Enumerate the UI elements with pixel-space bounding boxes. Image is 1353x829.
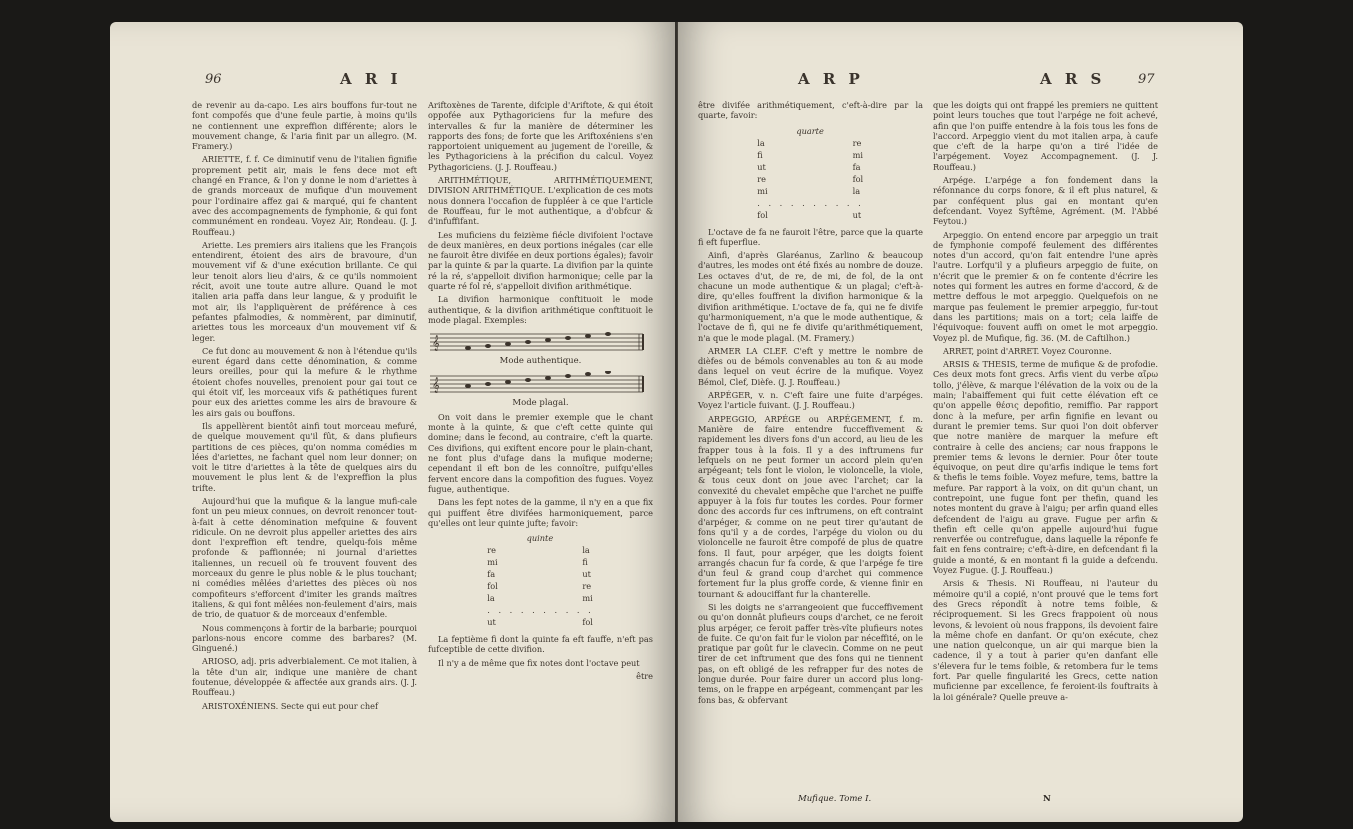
gathering-mark: N [1043, 794, 1051, 804]
music-caption: Mode plagal. [512, 397, 569, 408]
paragraph: Les muficiens du feizième fiécle divifoient l'octave de deux manières, en deux portions inégales (car elle ne fauroit être divifée en deux portions égales); favoir par la quinte & par la quarte. La divifion par la quinte ré la ré, s'appelloit divifion harmonique; celle par la quarte ré fol ré, s'appelloit divifion arithmétique. [428, 229, 653, 292]
paragraph: On voit dans le premier exemple que le chant monte à la quinte, & que c'eft cette quinte qui domine; dans le fecond, au contraire, c'eft la quarte. Ces divifions, qui exiftent encore pour le plain-chant, ne font plus d'ufage dans la mufique moderne; cependant il eft bon de les connoître, puifqu'elles fervent encore dans la compofition des fugues. Voyez fugue, authentique. [428, 411, 653, 494]
table-row: mi la [757, 185, 861, 196]
entry-aristoxeniens: ARISTOXÉNIENS. Secte qui eut pour chef [202, 700, 379, 711]
table-row: fi mi [757, 149, 863, 160]
right-page [678, 22, 1243, 822]
paragraph: La divifion harmonique conftituoit le mode authentique, & la divifion arithmétique conftituoit le mode plagal. Exemples: [428, 294, 653, 325]
page-number: 96 [205, 72, 222, 87]
paragraph: de revenir au da-capo. Les airs bouffons fur-tout ne font compofés que d'une feule partie, à moins qu'ils ne contiennent une expreffion différente; alors le mouvement change, & l'aria finit par un allegro. (M. Framery.) [192, 100, 417, 152]
paragraph: Arpége. L'arpége a fon fondement dans la réfonnance du corps fonore, & il eft plus naturel, & par conféquent plus gai en montant qu'en defcendant. Voyez Syftême, Agrément. (M. l'Abbé Feytou.) [933, 175, 1158, 227]
table-row: la re [757, 137, 862, 148]
paragraph: Arsis & Thesis. Ni Rouffeau, ni l'auteur du mémoire qu'il a copié, n'ont prouvé que le tems fort des Grecs répondît à notre tems foible, & réciproquement. Si les Grecs frappoient où nous levons, & levoient où nous frappons, ils devoient faire la même chofe en danfant. Or qu'on exécute, chez une nation quelconque, un air qui marque bien la cadence, il y a tout à parier qu'en danfant elle s'élevera fur le tems foible, & retombera fur le tems fort. Par quelle fingularité les Grecs, cette nation muficienne par excellence, fe feroient-ils fouftraits à la loi générale? Quelle preuve a- [933, 578, 1158, 702]
table-row: la mi [487, 593, 593, 604]
running-head: A R P [798, 70, 864, 88]
left-column-1 [192, 100, 417, 714]
right-column-2 [933, 100, 1158, 705]
paragraph: L'octave de fa ne fauroit l'être, parce que la quarte fi eft fuperflue. [698, 226, 923, 247]
table-row: ut fol [487, 617, 593, 628]
running-head: A R I [340, 70, 402, 88]
table-row: ut fa [757, 161, 861, 172]
paragraph: Ariette. Les premiers airs italiens que les François entendirent, étoient des airs de bravoure, d'un mouvement vif & d'une exécution brillante. Ce qui leur tenoit alors lieu d'airs, & ce qu'ils nommoient récit, avoit une toute autre allure. Quand le mot italien aria paffa dans leur langue, & y produifit le mot air, ils l'appliquèrent de préférence à ces pefantes pfalmodies, & nommèrent, par diminutif, ariettes tous les morceaux d'un mouvement vif & leger. [192, 239, 417, 343]
paragraph: Ariftoxènes de Tarente, difciple d'Ariftote, & qui étoit oppofée aux Pythagoriciens fur la mefure des intervalles & fur la manière de déterminer les rapports des fons; de forte que les Ariftoxéniens s'en rapportoient uniquement au jugement de l'oreille, & les Pythagoriciens à la précifion du calcul. Voyez Pythagoriciens. (J. J. Rouffeau.) [428, 100, 653, 172]
table-row: fol re [487, 581, 592, 592]
music-staff-plagal [428, 371, 653, 408]
entry-ariette: ARIETTE, f. f. Ce diminutif venu de l'italien fignifie proprement petit air, mais le fens dece mot eft changé en France, & l'on y donne le nom d'ariettes à de grands morceaux de mufique d'un mouvement pour l'ordinaire affez gai & marqué, qui fe chantent avec des accompagnements de fymphonie, & qui font communément en rondeau. Voyez Air, Rondeau. (J. J. Rouffeau.) [192, 154, 417, 237]
running-head: A R S [1040, 70, 1106, 88]
left-page [110, 22, 675, 822]
music-staff-authentic [428, 329, 653, 366]
entry-arsis-thesis: ARSIS & THESIS, terme de mufique & de profodie. Ces deux mots font grecs. Arfis vient du verbe αἴρω tollo, j'élève, & marque l'élévation de la voix ou de la main; l'abaiffement qui fuit cette élévation eft ce qu'on appelle θέσις depofitio, remiffio. Par rapport donc à la mefure, per arfin fignifie en levant ou durant le premier tems. Sur quoi l'on doit obferver que notre manière de marquer la mefure eft contraire à celle des anciens; car nous frappons le premier tems & levons le dernier. Pour ôter toute équivoque, on peut dire qu'arfis indique le tems fort & thefis le tems foible. Voyez mefure, tems, battre la mefure. Par rapport à la voix, on dit qu'un chant, un contrepoint, une fugue font per thefin, quand les notes montent du grave à l'aigu; per arfin quand elles defcendent de l'aigu au grave. Fugue per arfin & thefin eft celle qu'on appelle aujourd'hui fugue renverfée ou contrefugue, dans laquelle la réponfe fe fait en fens contraire; c'eft-à-dire, en defcendant fi la guide a monté, & en montant fi la guide a defcendu. Voyez Fugue. (J. J. Rouffeau.) [933, 359, 1158, 576]
paragraph: La feptième fi dont la quinte fa eft fauffe, n'eft pas fufceptible de cette divifion. [428, 634, 653, 655]
entry-arpeggio: ARPEGGIO, ARPÉGE ou ARPÉGEMENT, f. m. Manière de faire entendre fucceffivement & rapidement les divers fons d'un accord, au lieu de les frapper tous à la fois. Il y a des inftrumens fur lefquels on ne peut former un accord plein qu'en arpégeant; tels font le violon, le violoncelle, la viole, & tous ceux dont on joue avec l'archet; car la convexité du chevalet empêche que l'archet ne puiffe appuyer à la fois fur toutes les cordes. Pour former donc des accords fur ces inftrumens, on eft contraint d'arpéger, & comme on ne peut tirer qu'autant de fons qu'il y a de cordes, l'arpége du violon ou du violoncelle ne fauroit être compofé de plus de quatre fons. Il faut, pour arpéger, que les doigts foient arrangés chacun fur fa corde, & que l'arpége fe tire d'un feul & grand coup d'archet qui commence fortement fur la plus groffe corde, & vienne finir en tournant & adouciffant fur la chanterelle. [698, 413, 923, 599]
paragraph: Si les doigts ne s'arrangeoient que fucceffivement ou qu'on donnât plufieurs coups d'archet, ce ne feroit plus arpéger, ce feroit paffer très-vîte plufieurs notes de fuite. Ce qu'on fait fur le violon par néceffité, on le pratique par goût fur le clavecin. Comme on ne peut tirer de cet inftrument que des fons qui ne tiennent pas, on eft obligé de les refrapper fur des notes de longue durée. Pour faire durer un accord plus long-tems, on le frappe en arpégeant, commençant par les fons bas, & obfervant [698, 601, 923, 705]
page-number: 97 [1138, 72, 1155, 87]
table-row: fol ut [757, 209, 862, 220]
table-header: quinte [526, 533, 554, 544]
paragraph: Il n'y a de même que fix notes dont l'octave peut [438, 657, 640, 668]
right-column-1 [698, 100, 923, 708]
entry-arpeger: ARPÉGER, v. n. C'eft faire une fuite d'arpéges. Voyez l'article fuivant. (J. J. Rouffeau.) [698, 390, 923, 411]
paragraph: Ils appellèrent bientôt ainfi tout morceau mefuré, de quelque mouvement qu'il fût, & dans plufieurs partitions de ces pièces, qu'on nomma comédies m lées d'ariettes, ne fachant quel nom leur donner; on voit le titre d'ariettes à la tête de quelques airs du mouvement le plus lent & de l'expreffion la plus trifte. [192, 420, 417, 493]
paragraph: être divifée arithmétiquement, c'eft-à-dire par la quarte, favoir: [698, 100, 923, 121]
entry-arioso: ARIOSO, adj. pris adverbialement. Ce mot italien, à la tête d'un air, indique une manière de chant foutenue, développée & affectée aux grands airs. (J. J. Rouffeau.) [192, 656, 417, 698]
footer-signature: Mufique. Tome I. [798, 794, 872, 804]
entry-armer-la-clef: ARMER LA CLEF. C'eft y mettre le nombre de dièfes ou de bémols convenables au ton & au mode dans lequel on veut écrire de la mufique. Voyez Bémol, Clef, Dièfe. (J. J. Rouffeau.) [698, 345, 923, 387]
catchword: être [636, 670, 653, 681]
music-caption: Mode authentique. [499, 356, 582, 367]
paragraph: Ce fut donc au mouvement & non à l'étendue qu'ils eurent égard dans cette dénomination, & comme leurs oreilles, pour qui la mefure & le rhythme étoient chofes nouvelles, prenoient pour gai tout ce qui étoit vif, les morceaux vifs & pathétiques furent pour eux des ariettes comme les airs de bravoure & les airs gais ou bouffons. [192, 345, 417, 418]
quarte-table: quarte la re fi mi ut fa re fol mi la . . . . . . . . . . fol ut [743, 125, 877, 221]
paragraph: que les doigts qui ont frappé les premiers ne quittent point leurs touches que tout l'arpége ne foit achevé, afin que l'on puiffe entendre à la fois tous les fons de l'accord. Arpeggio vient du mot italien arpa, à caufe que c'eft de la harpe qu'on a tiré l'idée de l'arpégement. Voyez Accompagnement. (J. J. Rouffeau.) [933, 100, 1158, 172]
table-row: re fol [757, 173, 864, 184]
quinte-table: quinte re la mi fi fa ut fol re la mi . . . . . . . . . . ut fol [473, 532, 607, 628]
paragraph: Arpeggio. On entend encore par arpeggio un trait de fymphonie compofé feulement des différentes notes d'un accord, qu'on fait entendre l'une après l'autre. Lorfqu'il y a plufieurs arpeggio de fuite, on n'écrit que le premier & on fe contente d'écrire les notes qui forment les autres en forme d'accord, & de mettre deffous le mot arpeggio. Quelquefois on ne marque pas feulement le premier arpeggio, fur-tout dans les partitions; mais on a tort; cela laiffe de l'équivoque: fouvent auffi on omet le mot arpeggio. Voyez pl. de Mufique, fig. 36. (M. de Caftilhon.) [933, 229, 1158, 343]
paragraph: Aujourd'hui que la mufique & la langue mufi-cale font un peu mieux connues, on devroit renoncer tout-à-fait à cette dénomination mefquine & fouvent ridicule. On ne devroit plus appeller ariettes des airs dont l'expreffion eft tendre, quelqu-fois même profonde & paffionnée; ni journal d'ariettes italiennes, un recueil où fe trouvent fouvent des morceaux du genre le plus noble & le plus touchant; ni comédies mêlées d'ariettes des pièces où nos compofiteurs s'efforcent d'imiter les grands maîtres italiens, & qui font mêlées non-feulement d'airs, mais de trio, de quatuor & de morceaux d'enfemble. [192, 495, 417, 620]
table-row: re la [487, 545, 590, 556]
svg-text:𝄞: 𝄞 [432, 336, 440, 352]
paragraph: Ainfi, d'après Glaréanus, Zarlino & beaucoup d'autres, les modes ont été fixés au nombre de douze. Les octaves d'ut, de re, de mi, de fol, de la ont chacune un mode authentique & un plagal; c'eft-à-dire, qu'elles fouffrent la divifion harmonique & la divifion arithmétique. L'octave de fa, qui ne fe divife qu'harmoniquement, n'a que le mode authentique, & l'octave de fi, qui ne fe divife qu'arithmétiquement, n'a que le mode plagal. (M. Framery.) [698, 250, 923, 343]
left-column-2 [428, 100, 653, 681]
paragraph: Dans les fept notes de la gamme, il n'y en a que fix qui puiffent être divifées harmoniquement, parce qu'elles ont leur quinte jufte; favoir: [428, 497, 653, 528]
table-row: fa ut [487, 569, 591, 580]
paragraph: Nous commençons à fortir de la barbarie; pourquoi parlons-nous encore comme des barbares? (M. Ginguené.) [192, 622, 417, 654]
entry-arithmetique: ARITHMÉTIQUE, ARITHMÉTIQUEMENT, DIVISION ARITHMÉTIQUE. L'explication de ces mots nous donnera l'occafion de fuppléer à ce que l'article de Rouffeau, fur le mot authentique, a d'obfcur & d'infuffifant. [428, 175, 653, 227]
svg-text:𝄞: 𝄞 [432, 377, 440, 393]
table-header: quarte [796, 125, 824, 136]
entry-arret: ARRET, point d'ARRET. Voyez Couronne. [943, 345, 1112, 356]
table-row: mi fi [487, 557, 588, 568]
